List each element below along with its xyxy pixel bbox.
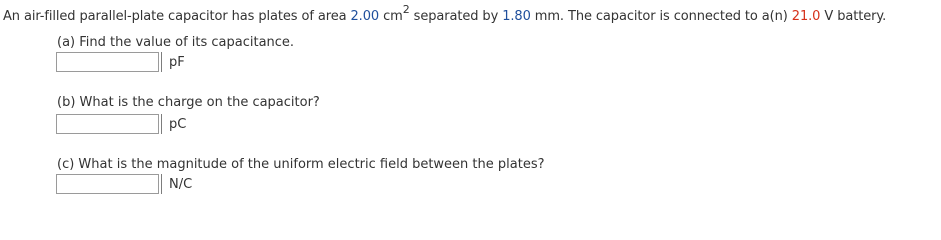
part-c-answer-input[interactable] (56, 174, 159, 194)
area-value: 2.00 (350, 9, 380, 24)
part-c-answer-row (56, 174, 192, 194)
part-b-unit: pC (161, 114, 186, 134)
area-exponent: 2 (402, 3, 410, 16)
voltage-value: 21.0 (791, 9, 821, 24)
part-b-question: (b) What is the charge on the capacitor? (57, 95, 320, 110)
area-unit: cm (379, 9, 403, 24)
part-c-unit: N/C (161, 174, 192, 194)
part-a-answer-input[interactable] (56, 52, 159, 72)
problem-text-3: mm. The capacitor is connected to a(n) (530, 9, 792, 24)
separation-value: 1.80 (502, 9, 531, 24)
part-a-unit: pF (161, 52, 185, 72)
part-c-question: (c) What is the magnitude of the uniform electric field between the plates? (57, 157, 545, 172)
part-b-answer-row (56, 114, 186, 134)
problem-text-2: separated by (409, 9, 503, 24)
part-b-answer-input[interactable] (56, 114, 159, 134)
problem-statement (3, 3, 887, 24)
part-a-answer-row (56, 52, 185, 72)
part-a-question: (a) Find the value of its capacitance. (57, 35, 295, 50)
problem-text-4: V battery. (820, 9, 887, 24)
problem-text-1: An air-filled parallel-plate capacitor has plates of area (3, 9, 351, 24)
